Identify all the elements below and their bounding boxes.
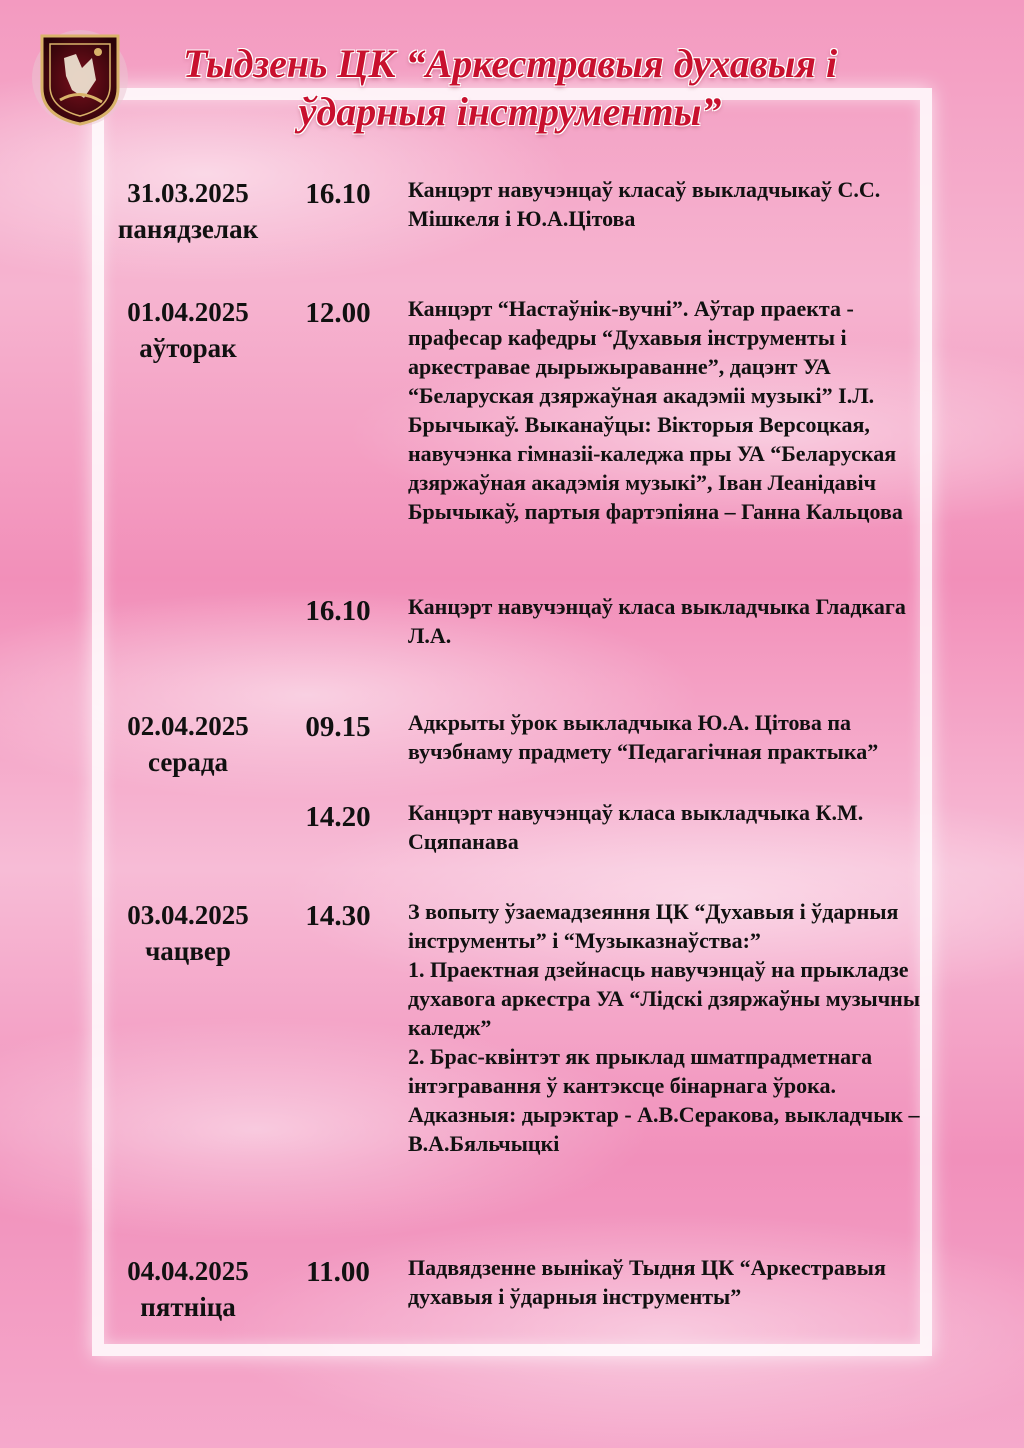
event-description: Канцэрт навучэнцаў класа выкладчыка К.М. Сцяпанава xyxy=(408,800,864,854)
day-date-block xyxy=(100,175,276,247)
event-time: 16.10 xyxy=(305,178,371,210)
event-description: Адкрыты ўрок выкладчыка Ю.А. Цітова па вучэбнаму прадмету “Педагагічная практыка” xyxy=(408,710,879,764)
day-date: 01.04.2025 xyxy=(127,297,249,327)
event-description: Канцэрт навучэнцаў класа выкладчыка Гладкага Л.А. xyxy=(408,594,906,648)
day-date-block xyxy=(100,294,276,366)
event-description: Канцэрт “Настаўнік-вучні”. Аўтар праекта - прафесар кафедры “Духавыя інструменты і аркестравае дырыжыраванне”, дацэнт УА “Беларуская дзяржаўная акадэміі музыкі” І.Л. Брычыкаў. Выканаўцы: Вікторыя Версоцкая, навучэнка гімназіі-каледжа пры УА “Беларуская дзяржаўная акадэмія музыкі”, Іван Леанідавіч Брычыкаў, партыя фартэпіяна – Ганна Кальцова xyxy=(408,296,903,524)
event-description: Канцэрт навучэнцаў класаў выкладчыкаў С.С. Мішкеля і Ю.А.Цітова xyxy=(408,177,881,231)
day-weekday: аўторак xyxy=(139,333,237,363)
event-description: З вопыту ўзаемадзеяння ЦК “Духавыя і ўдарныя інструменты” і “Музыказнаўства:” 1. Праектная дзейнасць навучэнцаў на прыкладзе духавога аркестра УА “Лідскі дзяржаўны музычны каледж” 2. Брас-квінтэт як прыклад шматпрадметнага інтэгравання ў кантэксце бінарнага ўрока. Адказныя: дырэктар - А.В.Серакова, выкладчык – В.А.Бяльчыцкі xyxy=(408,899,920,1156)
day-date: 03.04.2025 xyxy=(127,900,249,930)
event-description: Падвядзенне вынікаў Тыдня ЦК “Аркестравыя духавыя і ўдарныя інструменты” xyxy=(408,1255,886,1309)
event-time: 09.15 xyxy=(305,711,371,743)
event-time: 16.10 xyxy=(305,595,371,627)
event-time: 11.00 xyxy=(306,1256,370,1288)
day-date: 04.04.2025 xyxy=(127,1256,249,1286)
event-time: 12.00 xyxy=(305,297,371,329)
day-date: 31.03.2025 xyxy=(127,178,249,208)
day-weekday: пятніца xyxy=(140,1292,236,1322)
day-date: 02.04.2025 xyxy=(127,711,249,741)
day-weekday: чацвер xyxy=(145,936,231,966)
event-time: 14.20 xyxy=(305,801,371,833)
day-date-block xyxy=(100,708,276,780)
day-weekday: панядзелак xyxy=(117,214,259,244)
day-date-block xyxy=(100,1253,276,1325)
day-weekday: серада xyxy=(148,747,228,777)
page-title: Тыдзень ЦК “Аркестравыя духавыя і ўдарныя інструменты” xyxy=(182,41,838,134)
day-date-block xyxy=(100,897,276,969)
college-emblem-logo xyxy=(30,28,130,128)
event-time: 14.30 xyxy=(305,900,371,932)
